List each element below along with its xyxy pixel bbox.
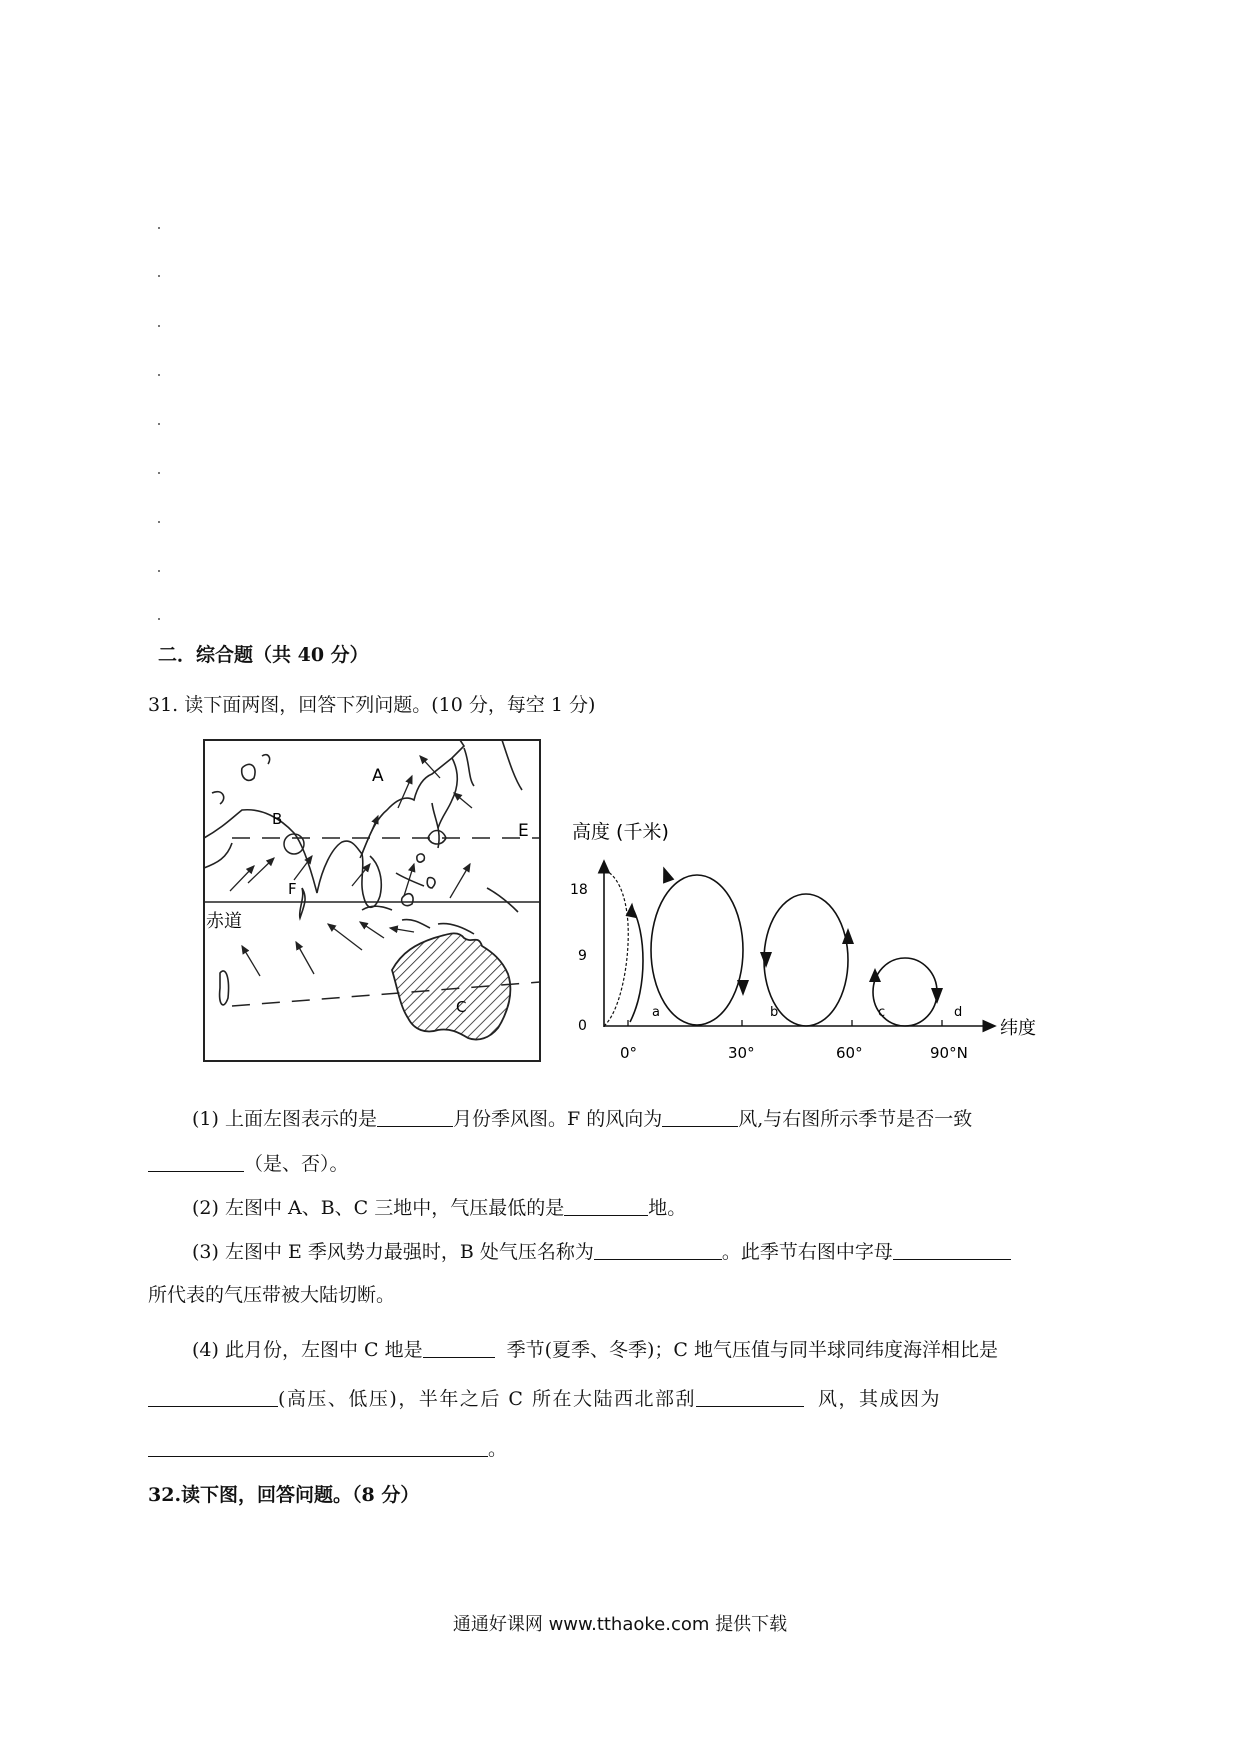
label-a: A: [372, 766, 384, 786]
label-c: C: [456, 998, 467, 1016]
question-32-stem: [148, 1486, 419, 1505]
q31-p4-a: (4) 此月份，左图中 C 地是: [192, 1339, 423, 1361]
question-31-stem: [148, 696, 595, 715]
point-a: a: [652, 1005, 660, 1020]
circulation-diagram: [560, 812, 1080, 1077]
q31-p3-c: 所代表的气压带被大陆切断。: [148, 1284, 396, 1306]
y-axis-label: 高度 (千米): [572, 821, 669, 843]
y-tick-0: 0: [578, 1018, 587, 1034]
blank-cause[interactable]: [148, 1438, 488, 1457]
cell-ferrel: [764, 894, 848, 1026]
x-axis-label: 纬度: [1000, 1018, 1036, 1039]
blank-c-season[interactable]: [423, 1339, 495, 1358]
footer-text: 通通好课网 www.tthaoke.com 提供下载: [452, 1614, 788, 1635]
q31-part3-line1: [192, 1241, 1011, 1262]
cell-hadley: [651, 875, 743, 1025]
q31-part1-line2: [148, 1153, 349, 1174]
line-mark: [158, 570, 160, 572]
point-c: c: [878, 1005, 886, 1020]
cell-hadley-arc: [630, 907, 643, 1022]
question-31-stem-text: 31. 读下面两图，回答下列问题。(10 分，每空 1 分): [148, 694, 596, 716]
blank-wind-direction[interactable]: [662, 1108, 738, 1127]
blank-month[interactable]: [377, 1108, 453, 1127]
q31-p4-d: 风，其成因为: [817, 1388, 941, 1410]
q31-part1-line1: [192, 1108, 972, 1129]
line-mark: [158, 227, 160, 229]
line-mark: [158, 374, 160, 376]
question-32-stem-text: 32.读下图，回答问题。（8 分）: [148, 1484, 420, 1506]
q31-p2-b: 地。: [648, 1197, 687, 1219]
blank-pressure-name[interactable]: [594, 1241, 722, 1260]
q31-part3-line2: [148, 1286, 395, 1305]
x-label-30: 30°: [728, 1044, 755, 1062]
q31-p4-b: 季节(夏季、冬季)；C 地气压值与同半球同纬度海洋相比是: [506, 1339, 998, 1361]
q31-part2: [192, 1197, 686, 1218]
section-heading-text: 二．综合题（共 40 分）: [158, 644, 369, 666]
q31-p2-a: (2) 左图中 A、B、C 三地中，气压最低的是: [192, 1197, 565, 1219]
q31-part4-line2: [148, 1388, 941, 1409]
line-mark: [158, 325, 160, 327]
y-tick-9: 9: [578, 948, 587, 964]
footer: [0, 1610, 1240, 1636]
q31-p3-a: (3) 左图中 E 季风势力最强时，B 处气压名称为: [192, 1241, 594, 1263]
label-f: F: [288, 880, 297, 898]
blank-letter[interactable]: [893, 1241, 1011, 1260]
q31-part4-line1: [192, 1339, 998, 1360]
q31-p3-b: 。此季节右图中字母: [721, 1241, 893, 1263]
q31-p1-a: (1) 上面左图表示的是: [192, 1108, 377, 1130]
q31-p1-b: 月份季风图。F 的风向为: [452, 1108, 663, 1130]
line-mark: [158, 472, 160, 474]
line-mark: [158, 521, 160, 523]
point-b: b: [770, 1005, 779, 1020]
blank-season-match[interactable]: [148, 1153, 244, 1172]
line-mark: [158, 423, 160, 425]
blank-high-low[interactable]: [148, 1388, 278, 1407]
x-label-90: 90°N: [930, 1044, 968, 1062]
x-label-0: 0°: [620, 1044, 638, 1062]
label-equator: 赤道: [206, 911, 242, 932]
line-mark: [158, 275, 160, 277]
section-heading: [158, 646, 369, 665]
q31-p4-e: 。: [488, 1438, 508, 1460]
line-mark: [158, 618, 160, 620]
label-e: E: [518, 821, 529, 841]
point-d: d: [954, 1005, 963, 1020]
monsoon-map: [202, 738, 542, 1063]
label-b: B: [272, 810, 283, 828]
cell-hadley-half: [604, 870, 628, 1026]
blank-lowest-pressure[interactable]: [564, 1197, 648, 1216]
cell-polar: [873, 958, 937, 1026]
q31-p1-c: 风,与右图所示季节是否一致: [738, 1108, 973, 1130]
y-tick-18: 18: [570, 882, 588, 898]
x-label-60: 60°: [836, 1044, 863, 1062]
q31-p1-d: （是、否）。: [244, 1153, 349, 1175]
q31-p4-c: (高压、低压)，半年之后 C 所在大陆西北部刮: [278, 1388, 696, 1410]
q31-part4-line3: [148, 1438, 507, 1459]
blank-wind[interactable]: [696, 1388, 804, 1407]
